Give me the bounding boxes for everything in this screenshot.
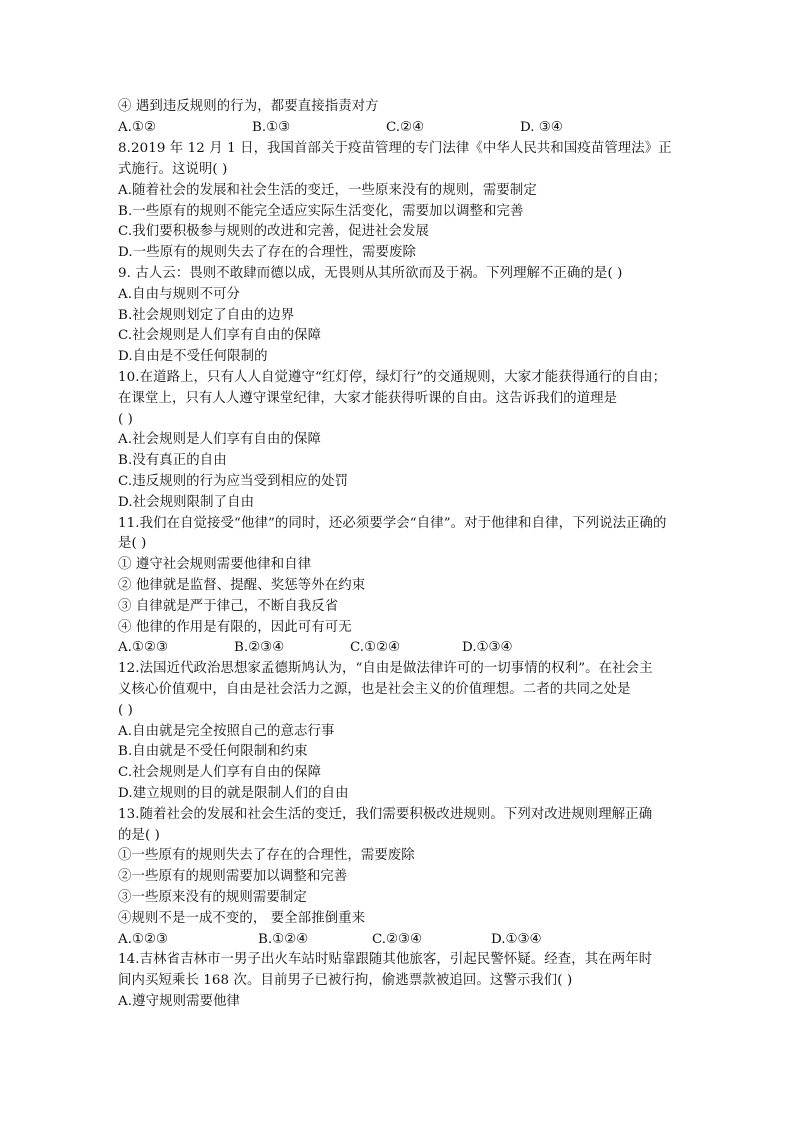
answer-option-c: C.②③④ xyxy=(372,932,423,947)
q12-choice-a: A.自由就是完全按照自己的意志行事 xyxy=(118,724,335,739)
q10-choice-d: D.社会规则限制了自由 xyxy=(118,495,255,510)
answer-option-c: C.①②④ xyxy=(350,640,401,655)
question-10-stem-cont: 在课堂上，只有人人遵守课堂纪律，大家才能获得听课的自由。这告诉我们的道理是 xyxy=(118,391,618,406)
q10-choice-c: C.违反规则的行为应当受到相应的处罚 xyxy=(118,474,349,489)
answer-option-d: D.①③④ xyxy=(491,932,542,947)
q11-statement-4: ④ 他律的作用是有限的，因此可有可无 xyxy=(118,620,352,635)
q8-choice-a: A.随着社会的发展和社会生活的变迁，一些原来没有的规则，需要制定 xyxy=(118,183,537,198)
question-8-stem: 8.2019 年 12 月 1 日，我国首部关于疫苗管理的专门法律《中华人民共和国疫苗管理法》正 xyxy=(118,141,672,156)
q7-option-4: ④ 遇到违反规则的行为，都要直接指责对方 xyxy=(118,99,379,114)
q11-statement-3: ③ 自律就是严于律己，不断自我反省 xyxy=(118,599,339,614)
question-10-blank: ( ) xyxy=(118,412,134,427)
q11-statement-2: ② 他律就是监督、提醒、奖惩等外在约束 xyxy=(118,578,366,593)
q13-statement-4: ④规则不是一成不变的， 要全部推倒重来 xyxy=(118,911,366,926)
q13-statement-3: ③一些原来没有的规则需要制定 xyxy=(118,890,307,905)
q12-choice-c: C.社会规则是人们享有自由的保障 xyxy=(118,765,322,780)
answer-option-a: A.①② xyxy=(118,120,156,135)
answer-option-b: B.①③ xyxy=(252,120,291,135)
q11-statement-1: ① 遵守社会规则需要他律和自律 xyxy=(118,557,312,572)
answer-option-d: D. ③④ xyxy=(520,120,563,135)
q9-choice-a: A.自由与规则不可分 xyxy=(118,287,241,302)
q9-choice-d: D.自由是不受任何限制的 xyxy=(118,349,268,364)
q13-statement-1: ①一些原有的规则失去了存在的合理性，需要废除 xyxy=(118,848,415,863)
question-14-stem-cont: 间内买短乘长 168 次。目前男子已被行拘，偷逃票款被追回。这警示我们( ) xyxy=(118,973,573,988)
question-14-stem: 14.吉林省吉林市一男子出火车站时贴靠跟随其他旅客，引起民警怀疑。经查，其在两年时 xyxy=(118,952,653,967)
answer-option-b: B.①②④ xyxy=(258,932,309,947)
question-11-stem-cont: 是( ) xyxy=(118,536,147,551)
question-11-stem: 11.我们在自觉接受“他律”的同时，还必须要学会“自律”。对于他律和自律，下列说法正确的 xyxy=(118,516,667,531)
q13-statement-2: ②一些原有的规则需要加以调整和完善 xyxy=(118,869,348,884)
q9-choice-b: B.社会规则划定了自由的边界 xyxy=(118,308,295,323)
question-13-stem: 13.随着社会的发展和社会生活的变迁，我们需要积极改进规则。下列对改进规则理解正确 xyxy=(118,807,653,822)
answer-option-a: A.①②③ xyxy=(118,640,168,655)
q14-choice-a: A.遵守规则需要他律 xyxy=(118,994,241,1009)
answer-option-a: A.①②③ xyxy=(118,932,168,947)
q12-choice-b: B.自由就是不受任何限制和约束 xyxy=(118,744,308,759)
q9-choice-c: C.社会规则是人们享有自由的保障 xyxy=(118,328,322,343)
question-10-stem: 10.在道路上，只有人人自觉遵守“红灯停，绿灯行”的交通规则，大家才能获得通行的自由； xyxy=(118,370,667,385)
answer-option-c: C.②④ xyxy=(386,120,425,135)
question-12-stem: 12.法国近代政治思想家孟德斯鸠认为，“自由是做法律许可的一切事情的权利”。在社会主 xyxy=(118,661,653,676)
question-9-stem: 9. 古人云：畏则不敢肆而德以成，无畏则从其所欲而及于祸。下列理解不正确的是( ) xyxy=(118,266,623,281)
answer-option-d: D.①③④ xyxy=(462,640,513,655)
q8-choice-c: C.我们要积极参与规则的改进和完善，促进社会发展 xyxy=(118,224,430,239)
question-12-blank: ( ) xyxy=(118,703,134,718)
answer-option-b: B.②③④ xyxy=(234,640,285,655)
q10-choice-a: A.社会规则是人们享有自由的保障 xyxy=(118,432,321,447)
question-13-stem-cont: 的是( ) xyxy=(118,828,160,843)
q8-choice-d: D.一些原有的规则失去了存在的合理性，需要废除 xyxy=(118,245,417,260)
q12-choice-d: D.建立规则的目的就是限制人们的自由 xyxy=(118,786,349,801)
question-12-stem-cont: 义核心价值观中，自由是社会活力之源，也是社会主义的价值理想。二者的共同之处是 xyxy=(118,682,631,697)
q8-choice-b: B.一些原有的规则不能完全适应实际生活变化，需要加以调整和完善 xyxy=(118,204,524,219)
q10-choice-b: B.没有真正的自由 xyxy=(118,453,227,468)
question-8-stem-cont: 式施行。这说明( ) xyxy=(118,162,228,177)
